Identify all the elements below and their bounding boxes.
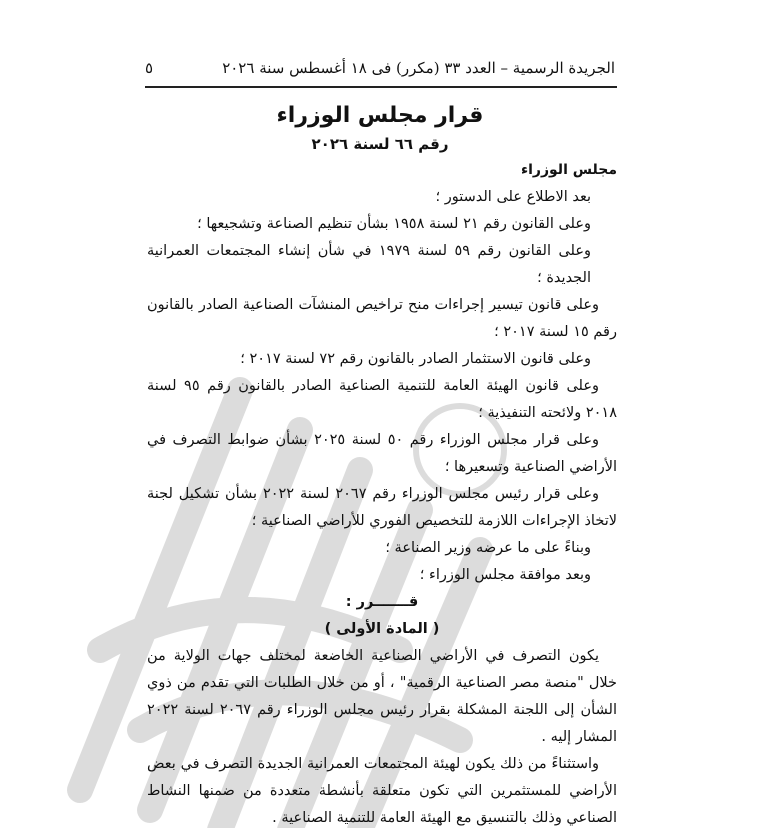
- recital: وعلى القانون رقم ٢١ لسنة ١٩٥٨ بشأن تنظيم الصناعة وتشجيعها ؛: [197, 216, 591, 232]
- recital: وعلى قانون تيسير إجراءات منح تراخيص المنشآت الصناعية الصادر بالقانون رقم ١٥ لسنة ٢٠١٧ ؛: [147, 297, 617, 340]
- recital: وعلى القانون رقم ٥٩ لسنة ١٩٧٩ في شأن إنشاء المجتمعات العمرانية الجديدة ؛: [147, 243, 591, 286]
- header-divider: [145, 86, 617, 88]
- recital: وعلى قرار رئيس مجلس الوزراء رقم ٢٠٦٧ لسنة ٢٠٢٢ بشأن تشكيل لجنة لاتخاذ الإجراءات اللازمة للتخصيص الفوري للأراضي الصناعية ؛: [147, 486, 617, 529]
- page-number: ٥: [145, 59, 154, 77]
- gazette-issue-line: الجريدة الرسمية – العدد ٣٣ (مكرر) فى ١٨ أغسطس سنة ٢٠٢٦: [222, 59, 615, 77]
- recital: وبناءً على ما عرضه وزير الصناعة ؛: [385, 540, 591, 556]
- recital: وبعد موافقة مجلس الوزراء ؛: [419, 567, 591, 583]
- decree-number: رقم ٦٦ لسنة ٢٠٢٦: [311, 135, 449, 153]
- recital: وعلى قرار مجلس الوزراء رقم ٥٠ لسنة ٢٠٢٥ بشأن ضوابط التصرف في الأراضي الصناعية وتسعيرها ؛: [147, 432, 617, 475]
- recital: وعلى قانون الهيئة العامة للتنمية الصناعية الصادر بالقانون رقم ٩٥ لسنة ٢٠١٨ ولائحته التنفيذية ؛: [147, 378, 617, 421]
- recital: بعد الاطلاع على الدستور ؛: [435, 189, 591, 205]
- decided-heading: قـــــــرر :: [345, 594, 419, 610]
- article-paragraph: واستثناءً من ذلك يكون لهيئة المجتمعات العمرانية الجديدة التصرف في بعض الأراضي للمستثمرين التي تكون متعلقة بأنشطة متعددة من ضمنها النشاط الصناعي وذلك بالتنسيق مع الهيئة العامة للتنمية الصناعية .: [147, 756, 617, 826]
- gazette-header: [145, 54, 615, 82]
- council-heading: مجلس الوزراء: [520, 162, 617, 178]
- decree-title: قرار مجلس الوزراء: [276, 103, 484, 128]
- decree-body: [147, 157, 617, 828]
- recital: وعلى قانون الاستثمار الصادر بالقانون رقم ٧٢ لسنة ٢٠١٧ ؛: [240, 351, 591, 367]
- article-one-heading: ( المادة الأولى ): [324, 621, 440, 637]
- article-paragraph: يكون التصرف في الأراضي الصناعية الخاضعة لمختلف جهات الولاية من خلال "منصة مصر الصناعية الرقمية" ، أو من خلال الطلبات التي تقدم من ذوي الشأن إلى اللجنة المشكلة بقرار رئيس مجلس الوزراء رقم ٢٠٦٧ لسنة ٢٠٢٢ المشار إليه .: [147, 648, 617, 745]
